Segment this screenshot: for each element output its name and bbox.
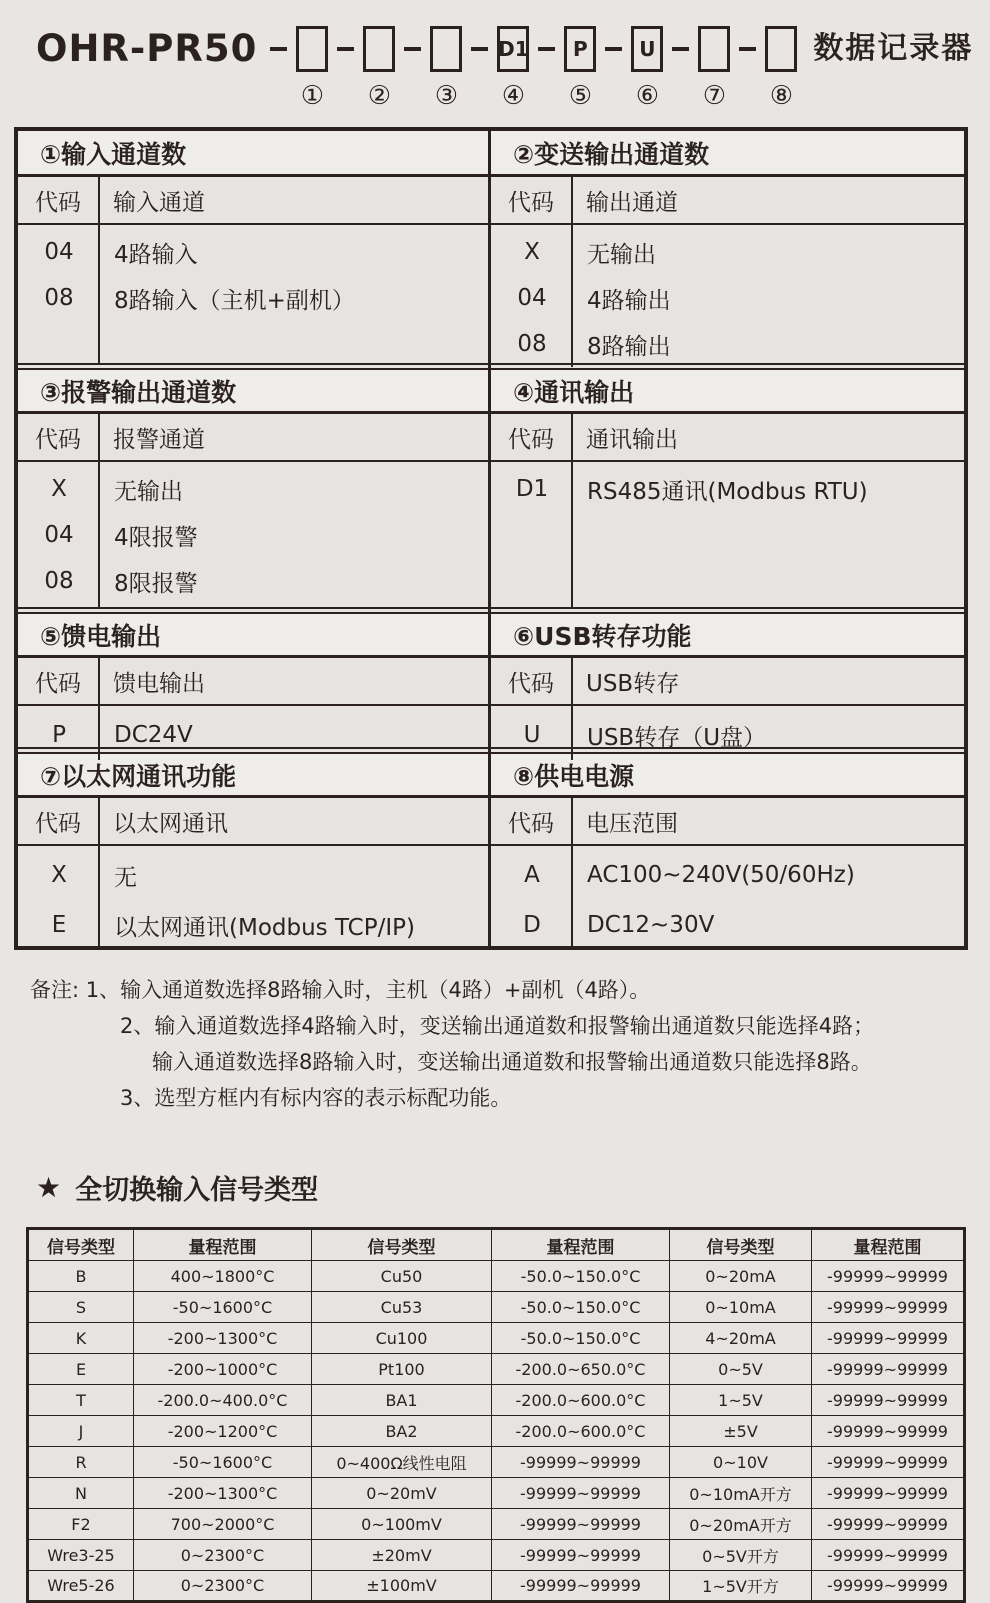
signal-cell: 400~1800°C: [134, 1261, 312, 1292]
desc-cell: 4限报警: [114, 524, 198, 551]
table-row: [18, 710, 488, 760]
table-row: [18, 275, 488, 321]
section-title: ②变送输出通道数: [491, 131, 964, 177]
code-cell: A: [524, 862, 540, 888]
desc-header-cell: 以太网通讯: [100, 798, 488, 846]
section-rows: [18, 706, 488, 760]
signal-cell: ±5V: [670, 1416, 812, 1447]
model-code-line: [0, 0, 990, 109]
dash-separator: [337, 47, 354, 51]
code-header-cell: 代码: [18, 177, 100, 225]
signal-types-heading-text: 全切换输入信号类型: [75, 1175, 319, 1206]
signal-cell: -50.0~150.0°C: [492, 1292, 670, 1323]
model-slot: [296, 26, 328, 109]
signal-cell: -200.0~650.0°C: [492, 1354, 670, 1385]
note-line: 2、输入通道数选择4路输入时，变送输出通道数和报警输出通道数只能选择4路；: [120, 1014, 875, 1038]
signal-row: [28, 1447, 965, 1478]
table-row: [18, 558, 488, 604]
signal-header-row: [28, 1229, 965, 1261]
signal-cell: Wre3-25: [28, 1540, 134, 1571]
section-rows: [18, 462, 488, 607]
note-line: [30, 972, 990, 1008]
model-slot: [765, 26, 797, 109]
section-title: ③报警输出通道数: [18, 370, 488, 414]
signal-cell: Cu53: [312, 1292, 492, 1323]
product-name: 数据记录器: [813, 31, 974, 66]
model-slot: [497, 26, 529, 109]
signal-cell: -99999~99999: [492, 1509, 670, 1540]
position-number-icon: ⑥: [635, 81, 660, 111]
dash-separator: [605, 47, 622, 51]
note-text: 1、输入通道数选择8路输入时，主机（4路）+副机（4路）。: [85, 978, 651, 1002]
signal-cell: 1~5V: [670, 1385, 812, 1416]
signal-cell: Cu100: [312, 1323, 492, 1354]
section-input-channels: [18, 131, 488, 363]
code-cell: 04: [44, 239, 74, 265]
code-header-cell: 代码: [18, 798, 100, 846]
signal-cell: ±100mV: [312, 1571, 492, 1602]
signal-cell: Cu50: [312, 1261, 492, 1292]
note-line: 3、选型方框内有标内容的表示标配功能。: [120, 1086, 512, 1110]
signal-header-cell: 信号类型: [670, 1229, 812, 1261]
signal-row: [28, 1416, 965, 1447]
dash-separator: [471, 47, 488, 51]
code-cell: D1: [515, 476, 549, 502]
model-code-box: D1: [497, 26, 529, 72]
signal-cell: 0~5V开方: [670, 1540, 812, 1571]
signal-cell: F2: [28, 1509, 134, 1540]
selection-table-right-column: [491, 131, 964, 946]
signal-header-cell: 量程范围: [492, 1229, 670, 1261]
dash-separator: [672, 47, 689, 51]
table-row: [491, 229, 964, 275]
signal-row: [28, 1292, 965, 1323]
selection-table: [14, 127, 968, 950]
section-rows: [491, 846, 964, 950]
signal-cell: 0~10V: [670, 1447, 812, 1478]
code-header-cell: 代码: [491, 177, 573, 225]
model-slot: [363, 26, 395, 109]
model-slot: [698, 26, 730, 109]
code-cell: 04: [517, 285, 547, 311]
position-number-icon: ⑦: [702, 81, 727, 111]
dash-separator: [270, 47, 287, 51]
section-title: ①输入通道数: [18, 131, 488, 177]
signal-cell: -200.0~600.0°C: [492, 1416, 670, 1447]
code-cell: 04: [44, 522, 74, 548]
signal-cell: 4~20mA: [670, 1323, 812, 1354]
signal-cell: -50.0~150.0°C: [492, 1261, 670, 1292]
signal-row: [28, 1540, 965, 1571]
signal-row: [28, 1354, 965, 1385]
desc-cell: RS485通讯(Modbus RTU): [587, 478, 868, 505]
section-rows: [18, 846, 488, 950]
signal-cell: R: [28, 1447, 134, 1478]
model-code-box: P: [564, 26, 596, 72]
notes-label: 备注:: [30, 978, 80, 1002]
section-usb: [491, 607, 964, 751]
signal-cell: BA1: [312, 1385, 492, 1416]
position-number-icon: ⑤: [568, 81, 593, 111]
code-cell: X: [51, 862, 67, 888]
table-row: [18, 900, 488, 950]
signal-types-heading: [36, 1168, 990, 1207]
section-title: ⑦以太网通讯功能: [18, 754, 488, 798]
desc-cell: 4路输入: [114, 241, 198, 268]
signal-cell: -99999~99999: [812, 1385, 965, 1416]
desc-header-cell: 输出通道: [573, 177, 964, 225]
desc-header-cell: 报警通道: [100, 414, 488, 462]
code-cell: 08: [44, 285, 74, 311]
position-number-icon: ④: [501, 81, 526, 111]
signal-cell: -99999~99999: [812, 1323, 965, 1354]
table-row: [18, 466, 488, 512]
position-number-icon: ⑧: [769, 81, 794, 111]
signal-cell: -99999~99999: [812, 1540, 965, 1571]
desc-cell: DC24V: [114, 722, 193, 748]
model-code-box: U: [631, 26, 663, 72]
signal-cell: -99999~99999: [492, 1571, 670, 1602]
code-cell: 08: [44, 568, 74, 594]
signal-cell: -99999~99999: [492, 1478, 670, 1509]
signal-cell: -99999~99999: [812, 1478, 965, 1509]
desc-cell: 8限报警: [114, 570, 198, 597]
signal-header-cell: 信号类型: [312, 1229, 492, 1261]
table-row: [18, 512, 488, 558]
signal-row: [28, 1478, 965, 1509]
signal-cell: 0~20mA开方: [670, 1509, 812, 1540]
desc-cell: 以太网通讯(Modbus TCP/IP): [114, 914, 415, 941]
code-header-cell: 代码: [491, 414, 573, 462]
desc-header-cell: 馈电输出: [100, 658, 488, 706]
model-slots: [261, 26, 797, 109]
signal-cell: 0~400Ω线性电阻: [312, 1447, 492, 1478]
signal-cell: 0~2300°C: [134, 1571, 312, 1602]
signal-header-cell: 量程范围: [134, 1229, 312, 1261]
dash-separator: [739, 47, 756, 51]
section-ethernet: [18, 747, 488, 946]
signal-table: [26, 1227, 966, 1603]
dash-separator: [404, 47, 421, 51]
desc-header-cell: 通讯输出: [573, 414, 964, 462]
signal-cell: 0~10mA: [670, 1292, 812, 1323]
section-transmit-output: [491, 131, 964, 363]
signal-cell: Wre5-26: [28, 1571, 134, 1602]
signal-cell: BA2: [312, 1416, 492, 1447]
table-row: [491, 466, 964, 512]
signal-cell: -200~1300°C: [134, 1323, 312, 1354]
desc-header-cell: USB转存: [573, 658, 964, 706]
desc-cell: 无输出: [114, 478, 183, 505]
signal-cell: T: [28, 1385, 134, 1416]
signal-cell: Pt100: [312, 1354, 492, 1385]
model-slot: [564, 26, 596, 109]
position-number-icon: ①: [300, 81, 325, 111]
code-header-cell: 代码: [491, 798, 573, 846]
section-rows: [18, 225, 488, 363]
table-row: [491, 275, 964, 321]
signal-cell: -200~1200°C: [134, 1416, 312, 1447]
table-row: [491, 850, 964, 900]
code-cell: 08: [517, 331, 547, 357]
signal-cell: E: [28, 1354, 134, 1385]
code-cell: U: [523, 722, 541, 748]
signal-cell: -99999~99999: [492, 1447, 670, 1478]
signal-cell: ±20mV: [312, 1540, 492, 1571]
signal-cell: N: [28, 1478, 134, 1509]
model-prefix: OHR-PR50: [36, 27, 258, 70]
desc-cell: 无: [114, 864, 137, 891]
signal-cell: 0~20mA: [670, 1261, 812, 1292]
signal-cell: -200~1300°C: [134, 1478, 312, 1509]
desc-cell: 8路输出: [587, 333, 671, 360]
note-line: 输入通道数选择8路输入时，变送输出通道数和报警输出通道数只能选择8路。: [152, 1050, 872, 1074]
desc-header-cell: 输入通道: [100, 177, 488, 225]
table-row: [18, 850, 488, 900]
signal-cell: 0~100mV: [312, 1509, 492, 1540]
signal-cell: -99999~99999: [812, 1509, 965, 1540]
section-alarm-channels: [18, 363, 488, 607]
position-number-icon: ③: [434, 81, 459, 111]
signal-cell: -99999~99999: [812, 1261, 965, 1292]
signal-cell: -50~1600°C: [134, 1292, 312, 1323]
code-header-cell: 代码: [18, 658, 100, 706]
section-title: ⑥USB转存功能: [491, 614, 964, 658]
desc-cell: 无输出: [587, 241, 656, 268]
model-code-box: [430, 26, 462, 72]
dash-separator: [538, 47, 555, 51]
table-row: [491, 710, 964, 760]
signal-cell: 1~5V开方: [670, 1571, 812, 1602]
signal-cell: 0~2300°C: [134, 1540, 312, 1571]
signal-cell: -50~1600°C: [134, 1447, 312, 1478]
signal-cell: -200.0~400.0°C: [134, 1385, 312, 1416]
signal-cell: S: [28, 1292, 134, 1323]
signal-cell: -99999~99999: [812, 1571, 965, 1602]
signal-cell: -99999~99999: [812, 1354, 965, 1385]
signal-cell: -200~1000°C: [134, 1354, 312, 1385]
table-row: [491, 900, 964, 950]
code-header-cell: 代码: [18, 414, 100, 462]
model-code-box: [698, 26, 730, 72]
model-slot: [430, 26, 462, 109]
table-row: [18, 229, 488, 275]
model-slot: [631, 26, 663, 109]
signal-row: [28, 1385, 965, 1416]
code-cell: D: [523, 912, 541, 938]
section-title: ④通讯输出: [491, 370, 964, 414]
section-rows: [491, 462, 964, 607]
desc-cell: DC12~30V: [587, 912, 715, 938]
signal-cell: -50.0~150.0°C: [492, 1323, 670, 1354]
table-row: [491, 321, 964, 367]
section-rows: [491, 706, 964, 760]
signal-header-cell: 信号类型: [28, 1229, 134, 1261]
star-icon: ★: [36, 1171, 62, 1204]
model-code-box: [765, 26, 797, 72]
section-title: ⑤馈电输出: [18, 614, 488, 658]
desc-cell: USB转存（U盘）: [587, 724, 767, 751]
desc-header-cell: 电压范围: [573, 798, 964, 846]
signal-cell: -99999~99999: [492, 1540, 670, 1571]
position-number-icon: ②: [367, 81, 392, 111]
signal-cell: -99999~99999: [812, 1416, 965, 1447]
signal-row: [28, 1571, 965, 1602]
signal-cell: 0~5V: [670, 1354, 812, 1385]
model-code-box: [363, 26, 395, 72]
signal-cell: -99999~99999: [812, 1447, 965, 1478]
signal-cell: 0~10mA开方: [670, 1478, 812, 1509]
desc-cell: 4路输出: [587, 287, 671, 314]
model-code-box: [296, 26, 328, 72]
signal-cell: 0~20mV: [312, 1478, 492, 1509]
signal-cell: -200.0~600.0°C: [492, 1385, 670, 1416]
desc-cell: 8路输入（主机+副机）: [114, 287, 355, 314]
desc-cell: AC100~240V(50/60Hz): [587, 862, 855, 888]
signal-cell: -99999~99999: [812, 1292, 965, 1323]
signal-cell: B: [28, 1261, 134, 1292]
signal-cell: J: [28, 1416, 134, 1447]
selection-table-left-column: [18, 131, 491, 946]
code-cell: E: [51, 912, 67, 938]
code-cell: P: [52, 722, 66, 748]
signal-header-cell: 量程范围: [812, 1229, 965, 1261]
code-header-cell: 代码: [491, 658, 573, 706]
code-cell: X: [524, 239, 540, 265]
signal-row: [28, 1261, 965, 1292]
notes: [0, 972, 990, 1116]
section-title: ⑧供电电源: [491, 754, 964, 798]
signal-row: [28, 1323, 965, 1354]
code-cell: X: [51, 476, 67, 502]
section-communication: [491, 363, 964, 607]
signal-cell: 700~2000°C: [134, 1509, 312, 1540]
section-power-supply: [491, 747, 964, 946]
signal-cell: K: [28, 1323, 134, 1354]
section-feed-output: [18, 607, 488, 747]
signal-row: [28, 1509, 965, 1540]
section-rows: [491, 225, 964, 367]
